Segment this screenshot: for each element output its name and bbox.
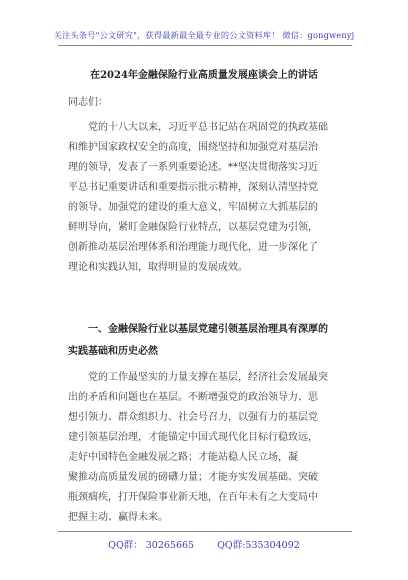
paragraph-line: 建引领基层治理，才能锚定中国式现代化目标行稳致远， bbox=[68, 432, 318, 443]
paragraph-line: 和维护国家政权安全的高度，围绕坚持和加强党对基层治 bbox=[68, 142, 318, 153]
footer-divider bbox=[58, 531, 352, 532]
heading-line: 实践基础和历史必然 bbox=[68, 346, 158, 357]
paragraph-2 bbox=[68, 368, 348, 528]
paragraph-line: 出的矛盾和问题也在基层。不断增强党的政治领导力、思 bbox=[68, 392, 318, 403]
paragraph-line: 鲜明导向，紧盯金融保险行业特点，以基层党建为引领， bbox=[68, 222, 318, 233]
paragraph-line: 的领导、加强党的建设的重大意义，牢固树立大抓基层的 bbox=[68, 202, 318, 213]
paragraph-line: 创新推动基层治理体系和治理能力现代化，进一步深化了 bbox=[68, 242, 318, 253]
paragraph-line: 理的领导，发表了一系列重要论述。**坚决贯彻落实习近 bbox=[68, 162, 318, 173]
footer-qq-group-2: QQ群:535304092 bbox=[217, 540, 300, 551]
paragraph-line: 党的十八大以来，习近平总书记站在巩固党的执政基础 bbox=[68, 122, 328, 133]
header-divider bbox=[58, 45, 352, 46]
footer-contact bbox=[0, 537, 408, 551]
paragraph-line: 平总书记重要讲话和重要指示批示精神，深刻认清坚持党 bbox=[68, 182, 318, 193]
paragraph-line: 瓶颈痼疾，打开保险事业新天地，在百年未有之大变局中 bbox=[68, 492, 318, 503]
section-heading bbox=[68, 319, 348, 363]
paragraph-line: 把握主动、赢得未来。 bbox=[68, 512, 168, 523]
paragraph-line: 聚推动高质量发展的磅礴力量；才能夯实发展基础、突破 bbox=[68, 472, 318, 483]
paragraph-line: 党的工作最坚实的力量支撑在基层，经济社会发展最突 bbox=[68, 372, 328, 383]
paragraph-1 bbox=[68, 118, 348, 278]
paragraph-line: 走好中国特色金融发展之路；才能站稳人民立场，凝 bbox=[68, 452, 298, 463]
paragraph-line: 理论和实践认知，取得明显的发展成效。 bbox=[68, 262, 248, 273]
salutation: 同志们： bbox=[68, 97, 108, 108]
paragraph-line: 想引领力、群众组织力、社会号召力，以强有力的基层党 bbox=[68, 412, 318, 423]
footer-qq-group-1: QQ群： 30265665 bbox=[108, 540, 195, 551]
heading-line: 一、金融保险行业以基层党建引领基层治理具有深厚的 bbox=[68, 324, 328, 335]
document-title: 在2024年金融保险行业高质量发展座谈会上的讲话 bbox=[90, 70, 318, 81]
header-banner: 关注头条号"公文研究"，获得最新最全最专业的公文资料库！ 微信：gongwenyj bbox=[53, 30, 355, 40]
